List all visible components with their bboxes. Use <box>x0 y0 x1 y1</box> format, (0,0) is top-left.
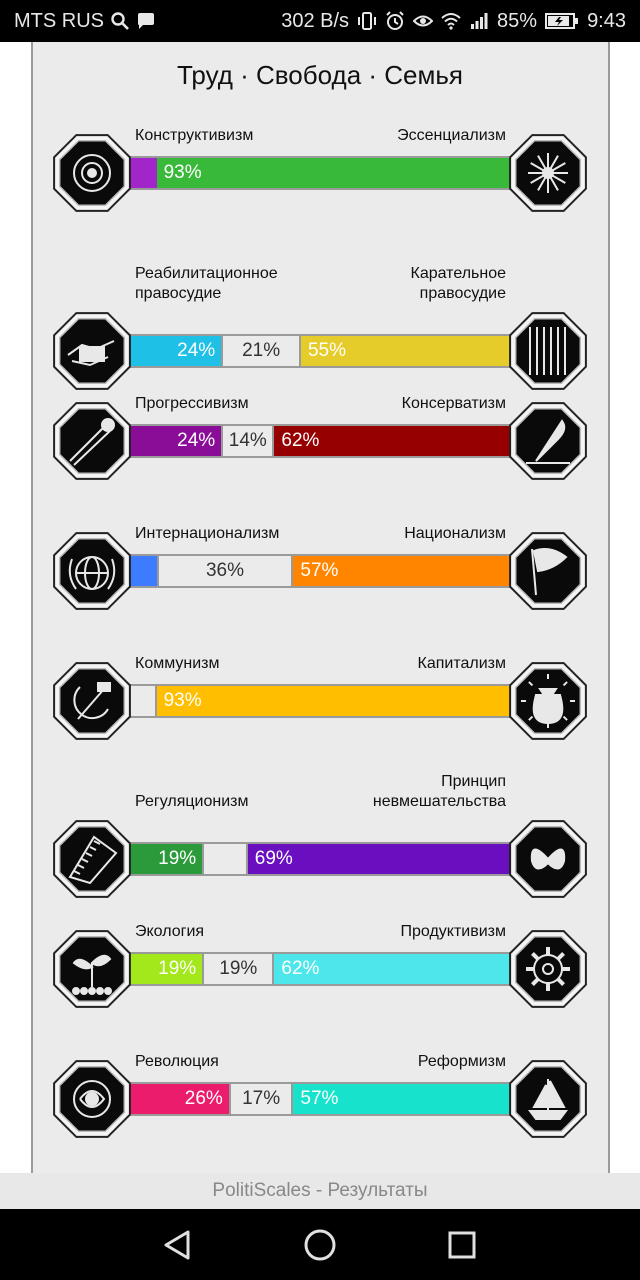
wifi-icon <box>441 11 461 31</box>
axis-right-label: Капитализм <box>417 655 506 672</box>
axis-left-label: Конструктивизм <box>135 127 254 144</box>
battery-icon <box>545 11 579 31</box>
axis-right-label: Эссенциализм <box>397 127 506 144</box>
axis-right-label: Карательное правосудие <box>410 265 506 302</box>
axis-left-label: Реабилитационное правосудие <box>135 265 278 302</box>
status-bar <box>0 0 640 42</box>
flower-icon <box>506 131 590 215</box>
axis-left-label: Экология <box>135 923 205 940</box>
right-percent-segment: 57% <box>293 1084 510 1114</box>
web-eye-icon <box>50 131 134 215</box>
axis-left-label: Коммунизм <box>135 655 220 672</box>
recent-apps-icon[interactable] <box>444 1227 480 1263</box>
system-nav-bar <box>0 1209 640 1280</box>
hammer-sickle-icon <box>50 659 134 743</box>
right-percent-segment: 62% <box>274 426 510 456</box>
vibrate-icon <box>357 11 377 31</box>
results-page[interactable] <box>0 42 640 1173</box>
axis-right-label: Реформизм <box>417 1053 506 1070</box>
prison-bars-icon <box>506 309 590 393</box>
alarm-icon <box>385 11 405 31</box>
home-icon[interactable] <box>302 1227 338 1263</box>
axis-right-label: Национализм <box>404 525 506 542</box>
neutral-percent-segment: 19% <box>202 954 274 984</box>
back-icon[interactable] <box>160 1227 196 1263</box>
neutral-percent-segment: 17% <box>229 1084 294 1114</box>
axis-row <box>0 772 640 882</box>
carrier-label: MTS RUS <box>14 9 104 32</box>
signal-icon <box>469 11 489 31</box>
right-percent-segment: 55% <box>301 336 510 366</box>
axis-row <box>0 126 640 236</box>
left-percent-segment: 26% <box>130 1084 229 1114</box>
axis-row <box>0 1052 640 1162</box>
axis-row <box>0 922 640 1032</box>
rose-icon <box>50 1057 134 1141</box>
app-title-footer: PolitiScales - Результаты <box>0 1173 640 1209</box>
right-percent-segment: 93% <box>157 686 510 716</box>
left-percent-segment: 24% <box>130 336 221 366</box>
axis-right-label: Консерватизм <box>401 395 506 412</box>
left-percent-segment: 19% <box>130 844 202 874</box>
axis-bar <box>130 952 510 986</box>
right-percent-segment: 69% <box>248 844 510 874</box>
axis-row <box>0 654 640 764</box>
clock: 9:43 <box>587 9 626 32</box>
net-speed: 302 B/s <box>281 9 350 32</box>
right-percent-segment: 62% <box>274 954 510 984</box>
axis-row <box>0 394 640 504</box>
axis-bar <box>130 1082 510 1116</box>
axis-bar <box>130 424 510 458</box>
axis-bar <box>130 554 510 588</box>
globe-icon <box>50 529 134 613</box>
axis-right-label: Принцип невмешательства <box>372 773 506 810</box>
handshake-icon <box>50 309 134 393</box>
axis-left-label: Интернационализм <box>135 525 280 542</box>
chat-icon <box>136 11 156 31</box>
axis-bar <box>130 684 510 718</box>
axis-bar <box>130 156 510 190</box>
ruler-icon <box>50 817 134 901</box>
left-percent-segment: 24% <box>130 426 221 456</box>
left-percent-segment: 19% <box>130 954 202 984</box>
ship-icon <box>506 1057 590 1141</box>
flag-icon <box>506 529 590 613</box>
neutral-percent-segment <box>202 844 248 874</box>
axis-row <box>0 264 640 374</box>
axis-left-label: Революция <box>135 1053 219 1070</box>
right-percent-segment: 57% <box>293 556 510 586</box>
neutral-percent-segment: 14% <box>221 426 274 456</box>
butterfly-icon <box>506 817 590 901</box>
eye-icon <box>413 11 433 31</box>
right-percent-segment: 93% <box>157 158 510 188</box>
gear-icon <box>506 927 590 1011</box>
neutral-percent-segment: 21% <box>221 336 301 366</box>
axis-right-label: Продуктивизм <box>400 923 506 940</box>
neutral-percent-segment: 36% <box>157 556 294 586</box>
axis-left-label: Прогрессивизм <box>135 395 249 412</box>
battery-percent: 85% <box>497 9 538 32</box>
axis-left-label: Регуляционизм <box>135 793 249 810</box>
search-icon <box>110 11 130 31</box>
axis-bar <box>130 334 510 368</box>
money-bag-icon <box>506 659 590 743</box>
quill-icon <box>506 399 590 483</box>
sprout-icon <box>50 927 134 1011</box>
axis-bar <box>130 842 510 876</box>
comet-icon <box>50 399 134 483</box>
page-title: Труд · Свобода · Семья <box>176 60 463 90</box>
axis-row <box>0 524 640 634</box>
